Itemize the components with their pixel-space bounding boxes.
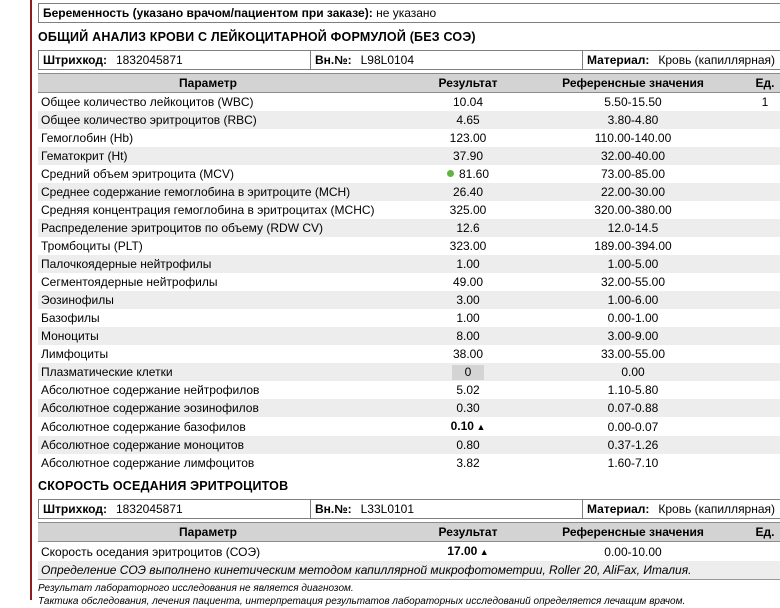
barcode-value: 1832045871 [116, 53, 183, 67]
result-row [38, 381, 780, 399]
result-value: 38.00 [378, 345, 558, 363]
parameter-name: Абсолютное содержание нейтрофилов [38, 381, 378, 399]
parameter-name: Сегментоядерные нейтрофилы [38, 273, 378, 291]
esr-method-note: Определение СОЭ выполнено кинетическим методом капиллярной микрофотометрии, Roller 20, AliFax, Италия. [38, 561, 780, 580]
reference-range: 33.00-55.00 [558, 345, 708, 363]
result-value: 0.10 ▲ [378, 417, 558, 436]
reference-range: 110.00-140.00 [558, 129, 708, 147]
result-row [38, 129, 780, 147]
unit-value [708, 436, 780, 454]
unit-value [708, 111, 780, 129]
parameter-name: Абсолютное содержание эозинофилов [38, 399, 378, 417]
unit-value [708, 237, 780, 255]
reference-range: 1.00-5.00 [558, 255, 708, 273]
footer-line-2: Тактика обследования, лечения пациента, интерпретация результатов лабораторных исследований определяется лечащим врачом. [38, 596, 780, 608]
result-value: 10.04 [378, 93, 558, 112]
reference-range: 0.00-0.07 [558, 417, 708, 436]
barcode-label: Штрихкод: [43, 502, 107, 516]
cbc-table-header-row [38, 74, 780, 93]
result-value: 1.00 [378, 255, 558, 273]
material-value: Кровь (капиллярная) [658, 53, 775, 67]
parameter-name: Эозинофилы [38, 291, 378, 309]
result-row [38, 399, 780, 417]
result-row [38, 201, 780, 219]
result-row [38, 345, 780, 363]
result-row [38, 165, 780, 183]
barcode-field [39, 500, 311, 518]
parameter-name: Гематокрит (Ht) [38, 147, 378, 165]
unit-value [708, 201, 780, 219]
parameter-name: Гемоглобин (Hb) [38, 129, 378, 147]
unit-value [708, 129, 780, 147]
pregnancy-label: Беременность (указано врачом/пациентом при заказе): [43, 6, 373, 20]
result-row [38, 542, 780, 562]
unit-value [708, 542, 780, 562]
unit-value: 1 [708, 93, 780, 112]
section-title-esr: СКОРОСТЬ ОСЕДАНИЯ ЭРИТРОЦИТОВ [38, 479, 780, 493]
unit-value [708, 381, 780, 399]
parameter-name: Средний объем эритроцита (MCV) [38, 165, 378, 183]
result-row [38, 255, 780, 273]
unit-value [708, 363, 780, 381]
unit-value [708, 309, 780, 327]
result-value: 5.02 [378, 381, 558, 399]
result-value: 4.65 [378, 111, 558, 129]
esr-specimen-meta [38, 499, 780, 519]
column-header-result: Результат [378, 74, 558, 93]
high-value-arrow-icon: ▲ [477, 547, 488, 557]
parameter-name: Средняя концентрация гемоглобина в эритроцитах (MCHC) [38, 201, 378, 219]
reference-range: 0.00 [558, 363, 708, 381]
parameter-name: Абсолютное содержание базофилов [38, 417, 378, 436]
column-header-reference: Референсные значения [558, 523, 708, 542]
result-row [38, 309, 780, 327]
high-value-arrow-icon: ▲ [474, 422, 485, 432]
unit-value [708, 165, 780, 183]
unit-value [708, 327, 780, 345]
column-header-parameter: Параметр [38, 523, 378, 542]
barcode-field [39, 51, 311, 69]
internal-number-label: Вн.№: [315, 502, 352, 516]
result-value: 3.00 [378, 291, 558, 309]
unit-value [708, 147, 780, 165]
esr-method-note-row [38, 561, 780, 580]
result-value: 3.82 [378, 454, 558, 472]
reference-range: 3.00-9.00 [558, 327, 708, 345]
reference-range: 22.00-30.00 [558, 183, 708, 201]
result-row [38, 417, 780, 436]
result-value: 81.60 [378, 165, 558, 183]
unit-value [708, 273, 780, 291]
column-header-unit: Ед. [708, 523, 780, 542]
result-row [38, 219, 780, 237]
result-value: 0.30 [378, 399, 558, 417]
parameter-name: Среднее содержание гемоглобина в эритроците (MCH) [38, 183, 378, 201]
material-field [583, 51, 780, 69]
result-row [38, 454, 780, 472]
parameter-name: Общее количество лейкоцитов (WBC) [38, 93, 378, 112]
unit-value [708, 399, 780, 417]
unit-value [708, 219, 780, 237]
unit-value [708, 255, 780, 273]
unit-value [708, 291, 780, 309]
result-value: 323.00 [378, 237, 558, 255]
result-value: 123.00 [378, 129, 558, 147]
reference-range: 32.00-40.00 [558, 147, 708, 165]
result-row [38, 237, 780, 255]
reference-range: 320.00-380.00 [558, 201, 708, 219]
result-row [38, 93, 780, 112]
parameter-name: Распределение эритроцитов по объему (RDW CV) [38, 219, 378, 237]
column-header-reference: Референсные значения [558, 74, 708, 93]
parameter-name: Тромбоциты (PLT) [38, 237, 378, 255]
footer-disclaimer [38, 583, 780, 608]
esr-results-table [38, 522, 780, 580]
reference-range: 0.07-0.88 [558, 399, 708, 417]
reference-range: 73.00-85.00 [558, 165, 708, 183]
reference-range: 1.10-5.80 [558, 381, 708, 399]
internal-number-value: L33L0101 [361, 502, 414, 516]
internal-number-value: L98L0104 [361, 53, 414, 67]
parameter-name: Моноциты [38, 327, 378, 345]
result-value: 49.00 [378, 273, 558, 291]
pregnancy-row [38, 3, 780, 23]
material-field [583, 500, 780, 518]
cbc-results-table [38, 73, 780, 472]
in-range-marker-icon [447, 170, 454, 177]
result-row [38, 327, 780, 345]
unit-value [708, 417, 780, 436]
parameter-name: Абсолютное содержание моноцитов [38, 436, 378, 454]
parameter-name: Абсолютное содержание лимфоцитов [38, 454, 378, 472]
barcode-value: 1832045871 [116, 502, 183, 516]
internal-number-label: Вн.№: [315, 53, 352, 67]
unit-value [708, 345, 780, 363]
barcode-label: Штрихкод: [43, 53, 107, 67]
parameter-name: Общее количество эритроцитов (RBC) [38, 111, 378, 129]
reference-range: 5.50-15.50 [558, 93, 708, 112]
result-value: 12.6 [378, 219, 558, 237]
material-label: Материал: [587, 53, 649, 67]
cbc-specimen-meta [38, 50, 780, 70]
result-value: 26.40 [378, 183, 558, 201]
parameter-name: Палочкоядерные нейтрофилы [38, 255, 378, 273]
result-value: 37.90 [378, 147, 558, 165]
footer-line-1: Результат лабораторного исследования не является диагнозом. [38, 583, 780, 596]
parameter-name: Скорость оседания эритроцитов (СОЭ) [38, 542, 378, 562]
result-row [38, 183, 780, 201]
parameter-name: Лимфоциты [38, 345, 378, 363]
result-value: 1.00 [378, 309, 558, 327]
result-value: 0.80 [378, 436, 558, 454]
reference-range: 0.37-1.26 [558, 436, 708, 454]
section-title-cbc: ОБЩИЙ АНАЛИЗ КРОВИ С ЛЕЙКОЦИТАРНОЙ ФОРМУЛОЙ (БЕЗ СОЭ) [38, 30, 780, 44]
internal-number-field [311, 51, 583, 69]
result-value: 0 [378, 363, 558, 381]
reference-range: 12.0-14.5 [558, 219, 708, 237]
esr-table-header-row [38, 523, 780, 542]
result-value: 8.00 [378, 327, 558, 345]
reference-range: 0.00-1.00 [558, 309, 708, 327]
pregnancy-value: не указано [376, 6, 436, 20]
material-label: Материал: [587, 502, 649, 516]
result-row [38, 273, 780, 291]
reference-range: 1.60-7.10 [558, 454, 708, 472]
result-row [38, 363, 780, 381]
column-header-unit: Ед. [708, 74, 780, 93]
internal-number-field [311, 500, 583, 518]
reference-range: 189.00-394.00 [558, 237, 708, 255]
reference-range: 32.00-55.00 [558, 273, 708, 291]
unit-value [708, 183, 780, 201]
reference-range: 0.00-10.00 [558, 542, 708, 562]
page-edge-line [30, 0, 32, 600]
column-header-parameter: Параметр [38, 74, 378, 93]
reference-range: 1.00-6.00 [558, 291, 708, 309]
result-value: 325.00 [378, 201, 558, 219]
result-value: 17.00 ▲ [378, 542, 558, 562]
parameter-name: Базофилы [38, 309, 378, 327]
reference-range: 3.80-4.80 [558, 111, 708, 129]
material-value: Кровь (капиллярная) [658, 502, 775, 516]
result-row [38, 147, 780, 165]
result-row [38, 291, 780, 309]
unit-value [708, 454, 780, 472]
result-row [38, 111, 780, 129]
column-header-result: Результат [378, 523, 558, 542]
parameter-name: Плазматические клетки [38, 363, 378, 381]
lab-report-page [38, 3, 780, 608]
result-row [38, 436, 780, 454]
